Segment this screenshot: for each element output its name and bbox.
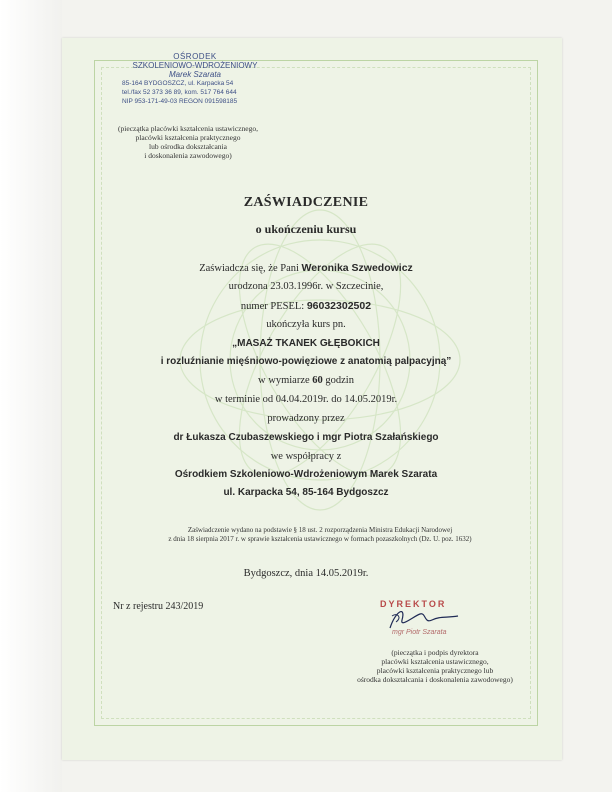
legal-basis-line: Zaświadczenie wydano na podstawie § 18 ust. 2 rozporządzenia Ministra Edukacji Narodowej (187, 526, 453, 534)
hours-prefix: w wymiarze (258, 375, 313, 386)
hours-value: 60 (312, 375, 323, 386)
director-stamp-title: DYREKTOR (380, 599, 447, 609)
stamp-line-2: SZKOLENIOWO-WDROŻENIOWY (132, 61, 258, 70)
director-stamp-name: mgr Piotr Szarata (392, 629, 447, 636)
course-name-line-1: „MASAŻ TKANEK GŁĘBOKICH (232, 338, 380, 349)
stamp-line-3: Marek Szarata (168, 70, 222, 79)
stamp-phone: tel./fax 52 373 36 89, kom. 517 764 644 (122, 89, 237, 96)
pesel-number: 96032302502 (306, 300, 372, 312)
place-and-date: Bydgoszcz, dnia 14.05.2019r. (243, 568, 369, 579)
stamp-caption-line: placówki kształcenia praktycznego (135, 133, 241, 142)
stamp-caption-line: i doskonalenia zawodowego) (144, 151, 232, 160)
legal-basis-note (125, 526, 515, 544)
certificate-title: ZAŚWIADCZENIE (243, 195, 369, 210)
stamp-line-1: OŚRODEK (173, 52, 217, 61)
pesel-label: numer PESEL: (240, 301, 307, 312)
center-address-line: ul. Karpacka 54, 85-164 Bydgoszcz (223, 487, 389, 498)
director-caption-line: placówki kształcenia ustawicznego, (381, 657, 489, 666)
stamp-caption-line: (pieczątka placówki kształcenia ustawicznego, (118, 124, 258, 133)
cooperation-line: we współpracy z (270, 451, 342, 462)
registry-number: Nr z rejestru 243/2019 (113, 601, 204, 612)
stamp-caption (118, 124, 258, 160)
hours-line (0, 375, 612, 386)
institution-stamp (120, 52, 270, 106)
completed-line: ukończyła kurs pn. (266, 319, 346, 330)
led-by-line: prowadzony przez (267, 413, 345, 424)
certify-prefix: Zaświadcza się, że Pani (199, 263, 302, 274)
course-name-line-2: i rozluźnianie mięśniowo-powięziowe z anatomią palpacyjną” (160, 356, 452, 367)
instructors-line: dr Łukasza Czubaszewskiego i mgr Piotra Szałańskiego (173, 432, 439, 443)
stamp-nip-regon: NIP 953-171-49-03 REGON 091598185 (122, 98, 238, 105)
hours-suffix: godzin (322, 375, 354, 386)
stamp-address: 85-164 BYDGOSZCZ, ul. Karpacka 54 (122, 80, 234, 87)
center-name-line: Ośrodkiem Szkoleniowo-Wdrożeniowym Marek Szarata (174, 469, 438, 480)
pesel-line (0, 300, 612, 312)
director-caption (355, 648, 515, 684)
legal-basis-line: z dnia 18 sierpnia 2017 r. w sprawie kształcenia ustawicznego w formach pozaszkolnych (Dz. U. poz. 1632) (168, 535, 472, 543)
birth-line: urodzona 23.03.1996r. w Szczecinie, (228, 281, 384, 292)
director-caption-line: (pieczątka i podpis dyrektora (391, 648, 479, 657)
dates-line: w terminie od 04.04.2019r. do 14.05.2019r. (214, 394, 398, 405)
recipient-name: Weronika Szwedowicz (301, 262, 413, 274)
director-caption-line: placówki kształcenia praktycznego lub (376, 666, 494, 675)
certify-line (0, 262, 612, 274)
certificate-subtitle: o ukończeniu kursu (255, 222, 357, 236)
stamp-caption-line: lub ośrodka dokształcania (149, 142, 227, 151)
director-caption-line: ośrodka dokształcania i doskonalenia zawodowego) (357, 675, 513, 684)
